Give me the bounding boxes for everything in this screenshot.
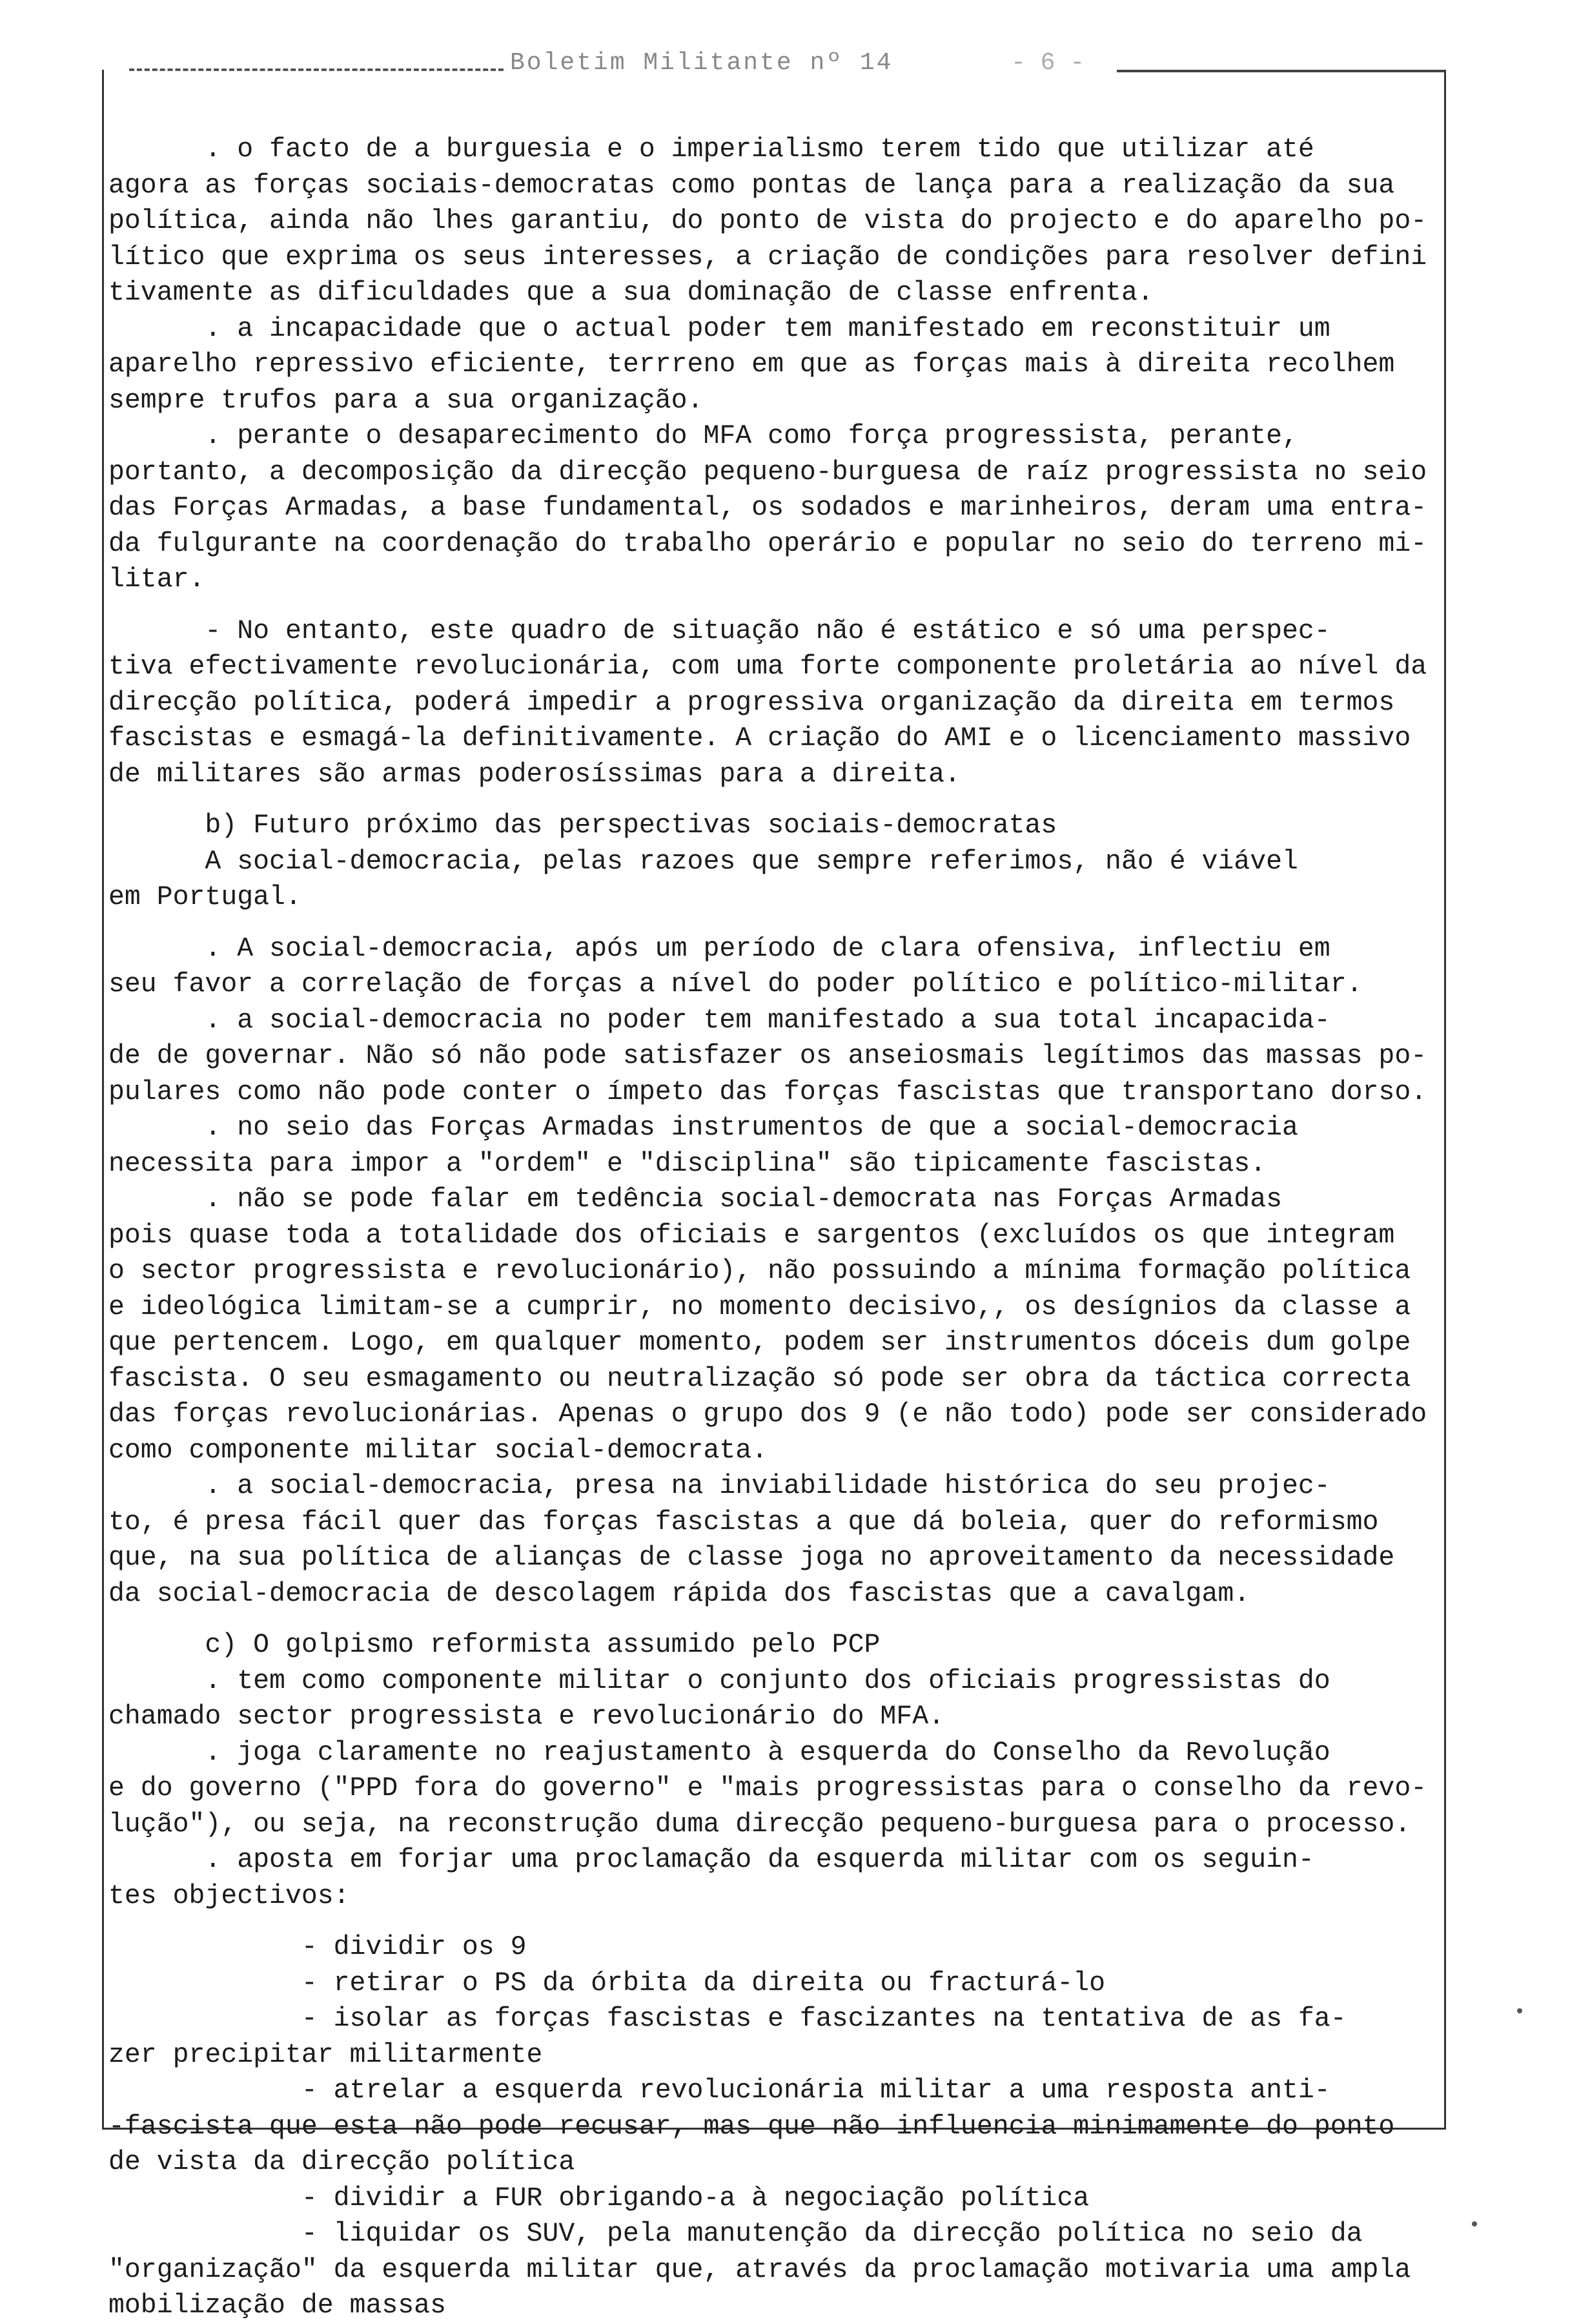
- text-line: de de governar. Não só não pode satisfazer os anseiosmais legítimos das massas po-: [108, 1041, 1427, 1071]
- text-line: o sector progressista e revolucionário), não possuindo a mínima formação política: [108, 1256, 1411, 1286]
- list-item: - liquidar os SUV, pela manutenção da direcção política no seio da: [108, 2219, 1363, 2249]
- list-item: - retirar o PS da órbita da direita ou fracturá-lo: [108, 1968, 1106, 1999]
- text-line: pulares como não pode conter o ímpeto das forças fascistas que transportano dorso.: [108, 1076, 1427, 1107]
- section-heading-c: c) O golpismo reformista assumido pelo PCP: [108, 1630, 881, 1660]
- text-line: de vista da direcção política: [108, 2147, 575, 2177]
- paragraph-gap: [108, 916, 1438, 931]
- text-line: fascista. O seu esmagamento ou neutralização só pode ser obra da táctica correcta: [108, 1363, 1411, 1394]
- text-line: tivamente as dificuldades que a sua dominação de classe enfrenta.: [108, 278, 1154, 308]
- list-item: - dividir a FUR obrigando-a à negociação política: [108, 2183, 1090, 2214]
- text-line: sempre trufos para a sua organização.: [108, 385, 704, 416]
- text-line: . tem como componente militar o conjunto dos oficiais progressistas do: [108, 1665, 1330, 1696]
- text-line: lução"), ou seja, na reconstrução duma direcção pequeno-burguesa para o processo.: [108, 1809, 1411, 1840]
- page-number: - 6 -: [1011, 49, 1085, 77]
- text-line: . joga claramente no reajustamento à esquerda do Conselho da Revolução: [108, 1737, 1330, 1768]
- text-line: zer precipitar militarmente: [108, 2039, 543, 2070]
- text-line: litar.: [108, 564, 205, 595]
- text-line: . a incapacidade que o actual poder tem manifestado em reconstituir um: [108, 313, 1330, 344]
- text-line: política, ainda não lhes garantiu, do ponto de vista do projecto e do aparelho po-: [108, 206, 1427, 236]
- text-line: mobilização de massas: [108, 2290, 446, 2321]
- text-line: das forças revolucionárias. Apenas o grupo dos 9 (e não todo) pode ser considerado: [108, 1399, 1427, 1430]
- text-line: que, na sua política de alianças de classe joga no aproveitamento da necessidade: [108, 1543, 1395, 1573]
- list-item: - isolar as forças fascistas e fascizantes na tentativa de as fa-: [108, 2004, 1347, 2034]
- text-line: . perante o desaparecimento do MFA como força progressista, perante,: [108, 421, 1298, 451]
- text-line: lítico que exprima os seus interesses, a criação de condições para resolver defini: [108, 242, 1427, 273]
- text-line: A social-democracia, pelas razoes que sempre referimos, não é viável: [108, 846, 1298, 877]
- text-line: . A social-democracia, após um período de clara ofensiva, inflectiu em: [108, 933, 1330, 964]
- text-line: "organização" da esquerda militar que, através da proclamação motivaria uma ampla: [108, 2254, 1411, 2285]
- text-line: -fascista que esta não pode recusar, mas que não influencia minimamente do ponto: [108, 2111, 1395, 2142]
- text-line: das Forças Armadas, a base fundamental, os sodados e marinheiros, deram uma entra-: [108, 493, 1427, 523]
- text-line: da fulgurante na coordenação do trabalho operário e popular no seio do terreno mi-: [108, 528, 1427, 559]
- text-line: chamado sector progressista e revolucionário do MFA.: [108, 1702, 945, 1732]
- section-heading-b: b) Futuro próximo das perspectivas sociais-democratas: [108, 810, 1057, 841]
- text-line: . o facto de a burguesia e o imperialismo terem tido que utilizar até: [108, 134, 1314, 165]
- text-line: da social-democracia de descolagem rápida dos fascistas que a cavalgam.: [108, 1578, 1250, 1609]
- text-line: . no seio das Forças Armadas instrumentos de que a social-democracia: [108, 1113, 1298, 1143]
- text-line: seu favor a correlação de forças a nível do poder político e político-militar.: [108, 969, 1363, 1000]
- paragraph-gap: [108, 598, 1438, 613]
- scan-speck: [1517, 2008, 1522, 2013]
- text-line: . não se pode falar em tedência social-democrata nas Forças Armadas: [108, 1184, 1282, 1215]
- paragraph-gap: [108, 1914, 1438, 1929]
- text-line: como componente militar social-democrata.: [108, 1435, 768, 1466]
- text-line: pois quase toda a totalidade dos oficiais e sargentos (excluídos os que integram: [108, 1220, 1395, 1251]
- text-line: to, é presa fácil quer das forças fascistas a que dá boleia, quer do reformismo: [108, 1506, 1379, 1537]
- text-line: que pertencem. Logo, em qualquer momento, podem ser instrumentos dóceis dum golpe: [108, 1328, 1411, 1358]
- list-item: - dividir os 9: [108, 1932, 527, 1962]
- text-line: necessita para impor a "ordem" e "disciplina" são tipicamente fascistas.: [108, 1148, 1267, 1179]
- running-head: Boletim Militante nº 14: [510, 49, 893, 77]
- text-line: agora as forças sociais-democratas como pontas de lança para a realização da sua: [108, 170, 1395, 201]
- text-line: fascistas e esmagá-la definitivamente. A criação do AMI e o licenciamento massivo: [108, 723, 1411, 754]
- text-line: . a social-democracia no poder tem manifestado a sua total incapacida-: [108, 1005, 1330, 1036]
- paragraph-gap: [108, 1612, 1438, 1627]
- list-item: - atrelar a esquerda revolucionária militar a uma resposta anti-: [108, 2075, 1330, 2106]
- text-line: aparelho repressivo eficiente, terrreno em que as forças mais à direita recolhem: [108, 349, 1395, 380]
- text-line: e ideológica limitam-se a cumprir, no momento decisivo,, os desígnios da classe a: [108, 1291, 1411, 1322]
- text-line: . aposta em forjar uma proclamação da esquerda militar com os seguin-: [108, 1845, 1314, 1875]
- scan-speck: [1472, 2221, 1477, 2226]
- document-body: [108, 132, 1438, 2324]
- text-line: - No entanto, este quadro de situação não é estático e só uma perspec-: [108, 615, 1330, 646]
- text-line: portanto, a decomposição da direcção pequeno-burguesa de raíz progressista no seio: [108, 457, 1427, 488]
- text-line: direcção política, poderá impedir a progressiva organização da direita em termos: [108, 687, 1395, 718]
- text-line: tes objectivos:: [108, 1880, 350, 1911]
- text-line: e do governo ("PPD fora do governo" e "mais progressistas para o conselho da revo-: [108, 1773, 1427, 1804]
- text-line: tiva efectivamente revolucionária, com uma forte componente proletária ao nível da: [108, 652, 1427, 682]
- paragraph-gap: [108, 792, 1438, 808]
- text-line: de militares são armas poderosíssimas para a direita.: [108, 759, 961, 790]
- text-line: em Portugal.: [108, 882, 301, 912]
- text-line: . a social-democracia, presa na inviabilidade histórica do seu projec-: [108, 1471, 1330, 1501]
